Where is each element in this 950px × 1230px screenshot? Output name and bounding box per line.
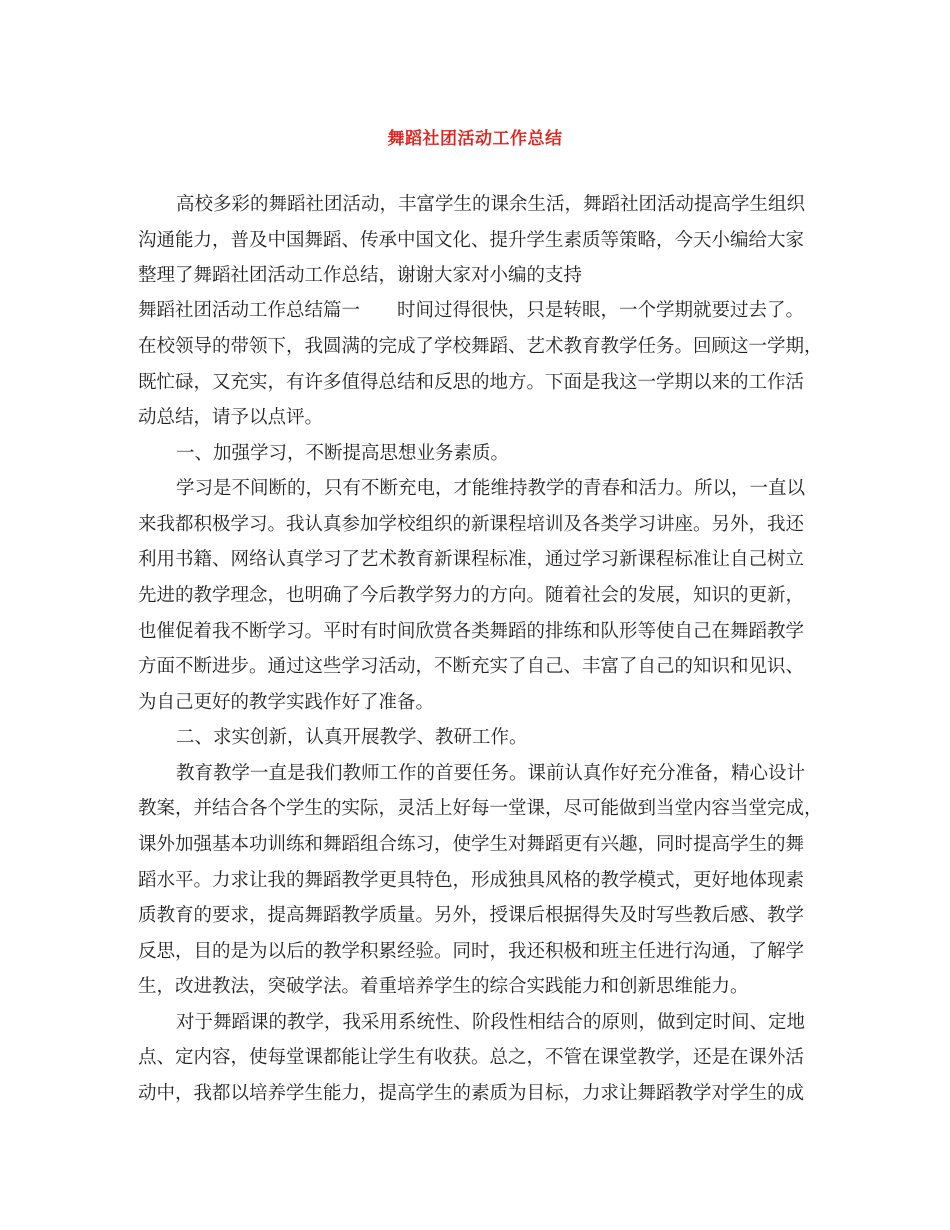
paragraph-line: 既忙碌，又充实，有许多值得总结和反思的地方。下面是我这一学期以来的工作活 (138, 372, 805, 393)
paragraph-line: 教育教学一直是我们教师工作的首要任务。课前认真作好充分准备，精心设计 (176, 763, 806, 784)
paragraph-line: 也催促着我不断学习。平时有时间欣赏各类舞蹈的排练和队形等使自己在舞蹈教学 (138, 621, 805, 642)
paragraph-line: 对于舞蹈课的教学，我采用系统性、阶段性相结合的原则，做到定时间、定地 (176, 1012, 806, 1033)
paragraph-line: 整理了舞蹈社团活动工作总结，谢谢大家对小编的支持 (138, 265, 583, 286)
paragraph-line: 反思，目的是为以后的教学积累经验。同时，我还积极和班主任进行沟通，了解学 (138, 941, 805, 962)
paragraph-line: 在校领导的带领下，我圆满的完成了学校舞蹈、艺术教育教学任务。回顾这一学期， (138, 336, 823, 357)
paragraph-line: 学习是不间断的，只有不断充电，才能维持教学的青春和活力。所以，一直以 (176, 478, 806, 499)
paragraph-line: 质教育的要求，提高舞蹈教学质量。另外，授课后根据得失及时写些教后感、教学 (138, 905, 805, 926)
paragraph-line: 生，改进教法，突破学法。着重培养学生的综合实践能力和创新思维能力。 (138, 976, 749, 997)
paragraph-line: 先进的教学理念，也明确了今后教学努力的方向。随着社会的发展，知识的更新， (138, 585, 805, 606)
section-heading: 二、求实创新，认真开展教学、教研工作。 (176, 727, 528, 748)
paragraph-line: 沟通能力，普及中国舞蹈、传承中国文化、提升学生素质等策略，今天小编给大家 (138, 230, 805, 251)
paragraph-line: 蹈水平。力求让我的舞蹈教学更具特色，形成独具风格的教学模式，更好地体现素 (138, 870, 805, 891)
paragraph-line: 舞蹈社团活动工作总结篇一 时间过得很快，只是转眼，一个学期就要过去了。 (138, 300, 805, 321)
paragraph-line: 为自己更好的教学实践作好了准备。 (138, 692, 435, 713)
section-heading: 一、加强学习，不断提高思想业务素质。 (176, 443, 510, 464)
paragraph-line: 动总结，请予以点评。 (138, 407, 324, 428)
paragraph-line: 方面不断进步。通过这些学习活动，不断充实了自己、丰富了自己的知识和见识、 (138, 656, 805, 677)
paragraph-line: 高校多彩的舞蹈社团活动，丰富学生的课余生活，舞蹈社团活动提高学生组织 (176, 194, 806, 215)
paragraph-line: 点、定内容，使每堂课都能让学生有收获。总之，不管在课堂教学，还是在课外活 (138, 1047, 805, 1068)
paragraph-line: 来我都积极学习。我认真参加学校组织的新课程培训及各类学习讲座。另外，我还 (138, 514, 805, 535)
paragraph-line: 利用书籍、网络认真学习了艺术教育新课程标准，通过学习新课程标准让自己树立 (138, 549, 805, 570)
paragraph-line: 动中，我都以培养学生能力，提高学生的素质为目标，力求让舞蹈教学对学生的成 (138, 1083, 805, 1104)
paragraph-line: 教案，并结合各个学生的实际，灵活上好每一堂课，尽可能做到当堂内容当堂完成， (138, 798, 823, 819)
document-title: 舞蹈社团活动工作总结 (387, 129, 563, 149)
paragraph-line: 课外加强基本功训练和舞蹈组合练习，使学生对舞蹈更有兴趣，同时提高学生的舞 (138, 834, 805, 855)
